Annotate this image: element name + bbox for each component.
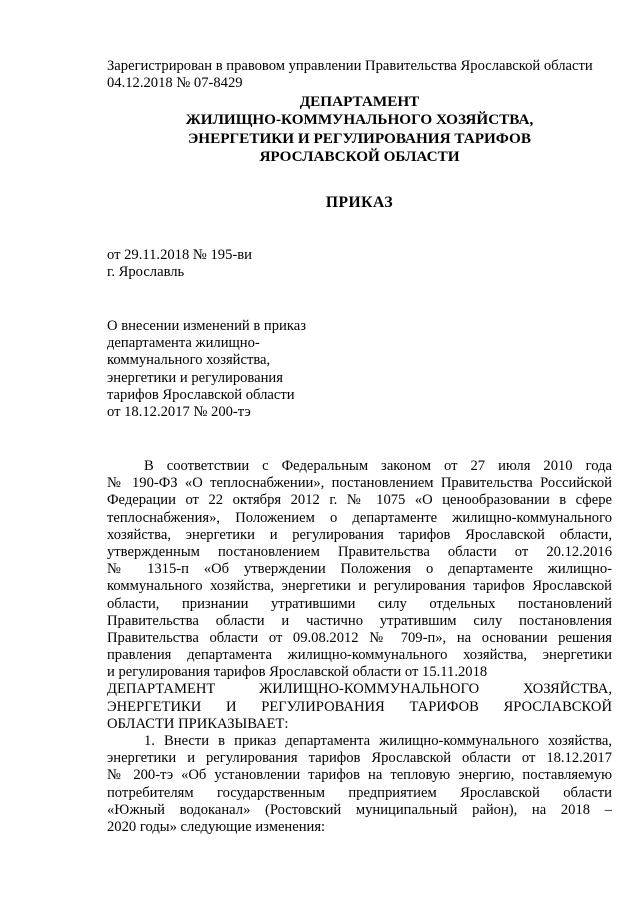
body-line: Федерации от 22 октября 2012 г. № 1075 «О ценообразовании в сфере: [107, 492, 612, 509]
body-line: 1. Внести в приказ департамента жилищно-коммунального хозяйства,: [144, 733, 612, 749]
subject-line: энергетики и регулирования: [107, 369, 283, 386]
body-line: теплоснабжения», Положением о департаменте жилищно-коммунального: [107, 509, 612, 526]
body-line: № 190-ФЗ «О теплоснабжении», постановлением Правительства Российской: [107, 475, 612, 492]
registration-note: [107, 58, 612, 92]
body-line: правления департамента жилищно-коммунального хозяйства, энергетики: [107, 647, 612, 664]
subject-line: коммунального хозяйства,: [107, 352, 271, 369]
order-meta: [107, 247, 612, 281]
body-line: хозяйства, энергетики и регулирования тарифов Ярославской области,: [107, 526, 612, 543]
body-line: «Южный водоканал» (Ростовский муниципальный район), на 2018 –: [107, 801, 612, 818]
body-line: № 1315-п «Об утверждении Положения о департаменте жилищно-: [107, 561, 612, 578]
body-line: потребителям государственным предприятием Ярославской области: [107, 784, 612, 801]
body-line: области, признании утратившими силу отдельных постановлений: [107, 595, 612, 612]
subject-line: от 18.12.2017 № 200-тэ: [107, 404, 251, 421]
order-body: [107, 458, 612, 836]
body-line: 2020 годы» следующие изменения:: [107, 818, 326, 835]
body-line: энергетики и регулирования тарифов Ярославской области от 18.12.2017: [107, 750, 612, 767]
body-line: ДЕПАРТАМЕНТ ЖИЛИЩНО-КОММУНАЛЬНОГО ХОЗЯЙСТВА,: [107, 681, 612, 698]
header-line: ЖИЛИЩНО-КОММУНАЛЬНОГО ХОЗЯЙСТВА,: [185, 111, 534, 129]
body-line: № 200-тэ «Об установлении тарифов на тепловую энергию, поставляемую: [107, 767, 612, 784]
body-line: Правительства области и частично утратившим силу постановления: [107, 612, 612, 629]
body-line: и регулирования тарифов Ярославской области от 15.11.2018: [107, 664, 488, 681]
body-line: ЭНЕРГЕТИКИ И РЕГУЛИРОВАНИЯ ТАРИФОВ ЯРОСЛАВСКОЙ: [107, 698, 612, 715]
registration-line: Зарегистрирован в правовом управлении Правительства Ярославской области: [107, 58, 593, 74]
order-date-number: от 29.11.2018 № 195-ви: [107, 247, 252, 263]
registration-line: 04.12.2018 № 07-8429: [107, 75, 243, 92]
order-city: г. Ярославль: [107, 264, 185, 281]
order-subject: [107, 318, 337, 421]
body-line: Правительства области от 09.08.2012 № 709-п», на основании решения: [107, 629, 612, 646]
department-header: [107, 93, 612, 167]
body-line: ОБЛАСТИ ПРИКАЗЫВАЕТ:: [107, 715, 289, 732]
subject-line: О внесении изменений в приказ: [107, 318, 306, 334]
header-line: ЯРОСЛАВСКОЙ ОБЛАСТИ: [259, 148, 460, 166]
header-line: ДЕПАРТАМЕНТ: [299, 93, 420, 110]
subject-line: тарифов Ярославской области: [107, 386, 295, 403]
header-line: ЭНЕРГЕТИКИ И РЕГУЛИРОВАНИЯ ТАРИФОВ: [188, 129, 531, 147]
body-line: утвержденным постановлением Правительства области от 20.12.2016: [107, 543, 612, 560]
body-line: В соответствии с Федеральным законом от 27 июля 2010 года: [144, 458, 612, 474]
subject-line: департамента жилищно-: [107, 335, 260, 352]
order-title: ПРИКАЗ: [325, 194, 394, 211]
body-line: коммунального хозяйства, энергетики и регулирования тарифов Ярославской: [107, 578, 612, 595]
